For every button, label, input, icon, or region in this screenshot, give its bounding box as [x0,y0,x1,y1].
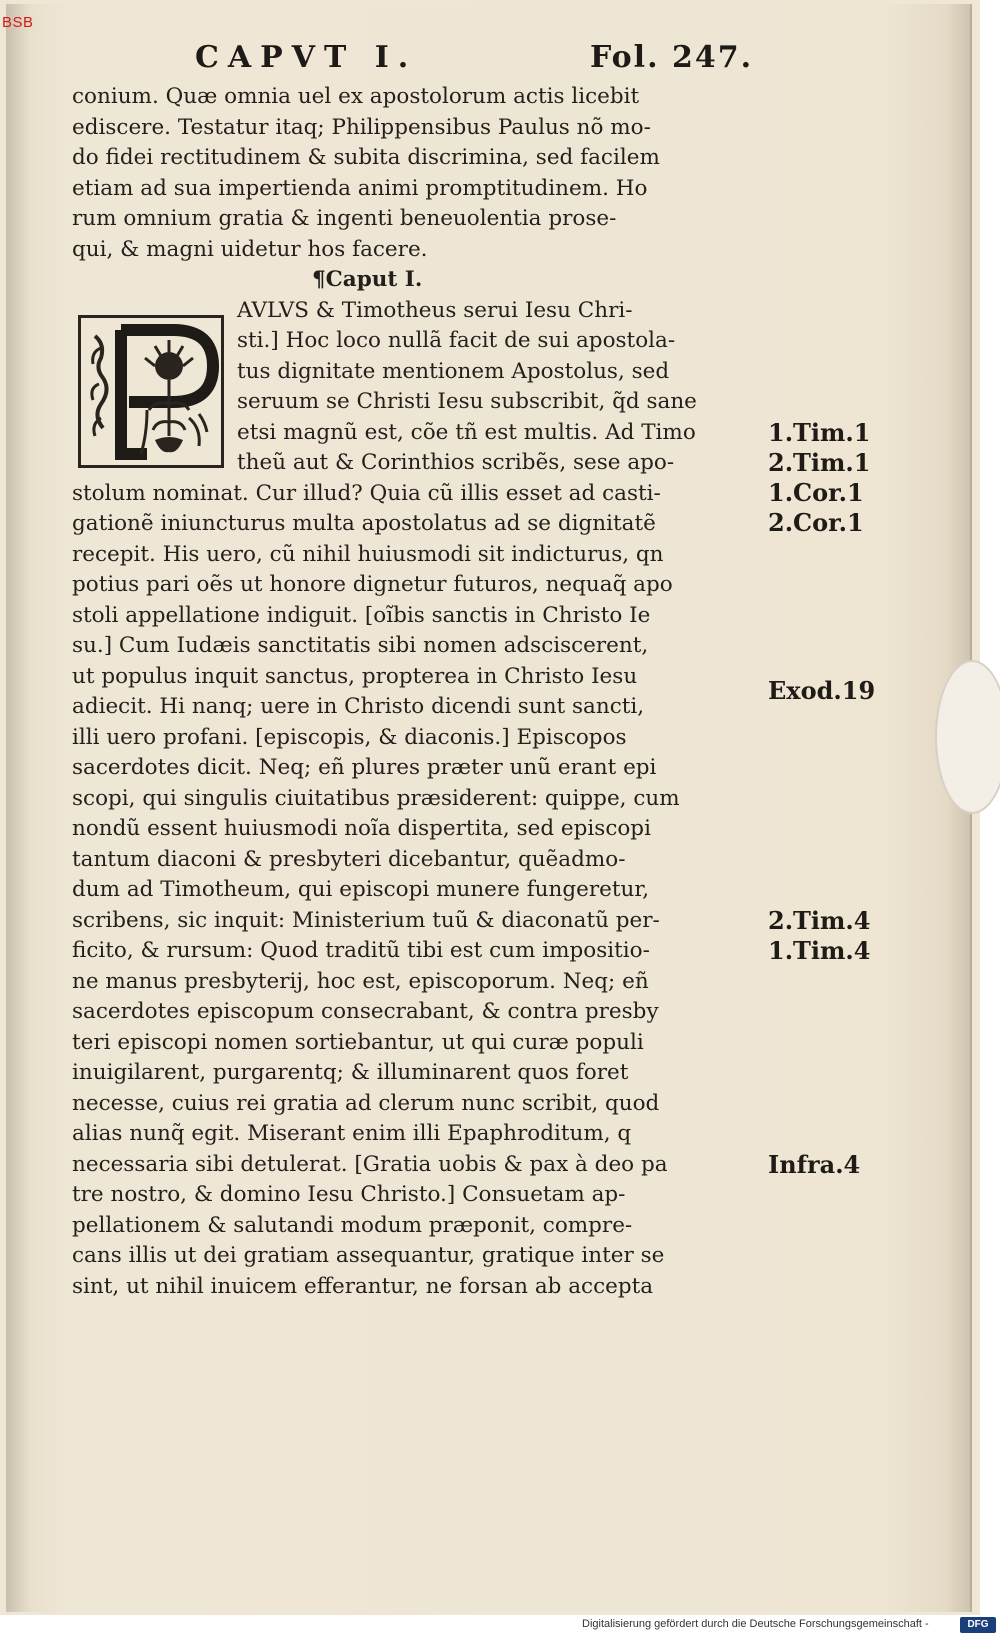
text-line: ut populus inquit sanctus, propterea in Christo Iesu [72,663,638,689]
marginal-reference: 2.Tim.1 [768,448,871,477]
digitization-credit: Digitalisierung gefördert durch die Deutsche Forschungsgemeinschaft - [582,1618,929,1630]
text-line: etsi magnũ est, cõe tñ est multis. Ad Timo [237,419,696,445]
text-line: adiecit. Hi nanq; uere in Christo dicendi sunt sancti, [72,694,645,719]
text-line: sti.] Hoc loco nullã facit de sui apostola- [237,328,676,353]
running-head-chapter: CAPVT I. [195,40,418,75]
text-line: sint, ut nihil inuicem efferantur, ne forsan ab accepta [72,1273,654,1299]
marginal-reference: Infra.4 [768,1150,861,1179]
marginal-reference: 2.Tim.4 [768,906,871,935]
marginal-reference: 1.Cor.1 [768,478,864,507]
text-line: necessaria sibi detulerat. [Gratia uobis & pax à deo pa [72,1151,668,1177]
text-line: tantum diaconi & presbyteri dicebantur, quẽadmo- [72,846,626,872]
text-line: stoli appellatione indiguit. [oĩbis sanctis in Christo Ie [72,602,651,628]
library-mark: BSB [2,14,34,31]
text-line: potius pari oẽs ut honore dignetur futuros, nequaq̃ apo [72,572,673,597]
text-line: pellationem & salutandi modum præponit, compre- [72,1212,633,1238]
text-line: recepit. His uero, cũ nihil huiusmodi sit indicturus, qn [72,541,664,567]
text-line: illi uero profani. [episcopis, & diaconis.] Episcopos [72,724,627,750]
chapter-heading: ¶Caput I. [312,267,423,292]
text-line: rum omnium gratia & ingenti beneuolentia prose- [72,206,617,231]
text-line: conium. Quæ omnia uel ex apostolorum actis licebit [72,84,640,109]
text-line: inuigilarent, purgarentq; & illuminarent quos foret [72,1060,629,1085]
page-edge-tab [935,660,1000,814]
marginal-reference: 1.Tim.4 [768,936,871,965]
marginal-reference: 1.Tim.1 [768,418,871,447]
text-line: teri episcopi nomen sortiebantur, ut qui curæ populi [72,1029,644,1055]
text-line: alias nunq̃ egit. Miserant enim illi Epaphroditum, q [72,1121,632,1146]
text-line: stolum nominat. Cur illud? Quia cũ illis esset ad casti- [72,480,661,506]
page-body-text [72,82,762,1302]
text-line: ficito, & rursum: Quod traditũ tibi est cum impositio- [72,938,650,963]
text-line: seruum se Christi Iesu subscribit, q̃d sane [237,389,697,414]
text-line: AVLVS & Timotheus serui Iesu Chri- [237,297,633,323]
text-line: dum ad Timotheum, qui episcopi munere fungeretur, [72,877,650,902]
text-line: nondũ essent huiusmodi noĩa dispertita, sed episcopi [72,816,651,841]
dfg-logo: DFG [960,1617,996,1633]
text-line: necesse, cuius rei gratia ad clerum nunc scribit, quod [72,1090,660,1116]
text-line: theũ aut & Corinthios scribẽs, sese apo- [237,450,675,475]
text-line: ne manus presbyterij, hoc est, episcoporum. Neq; eñ [72,968,649,994]
text-line: su.] Cum Iudæis sanctitatis sibi nomen adsciscerent, [72,633,649,658]
text-line: sacerdotes episcopum consecrabant, & contra presby [72,999,659,1024]
marginal-reference: 2.Cor.1 [768,508,864,537]
running-head-folio: Fol. 247. [590,40,754,75]
text-line: etiam ad sua impertienda animi promptitudinem. Ho [72,175,648,201]
text-line: ediscere. Testatur itaq; Philippensibus Paulus nõ mo- [72,114,651,140]
text-line: sacerdotes dicit. Neq; eñ plures præter unũ erant epi [72,755,657,780]
text-line: scopi, qui singulis ciuitatibus præsiderent: quippe, cum [72,785,680,811]
text-line: do fidei rectitudinem & subita discrimina, sed facilem [72,145,660,170]
text-line: scribens, sic inquit: Ministerium tuũ & diaconatũ per- [72,907,660,933]
text-line: qui, & magni uidetur hos facere. [72,236,428,262]
text-line: tre nostro, & domino Iesu Christo.] Consuetam ap- [72,1182,626,1207]
text-line: gationẽ iniuncturus multa apostolatus ad se dignitatẽ [72,511,656,536]
text-line: tus dignitate mentionem Apostolus, sed [237,358,670,384]
text-line: cans illis ut dei gratiam assequantur, gratique inter se [72,1243,665,1268]
marginal-reference: Exod.19 [768,676,876,705]
